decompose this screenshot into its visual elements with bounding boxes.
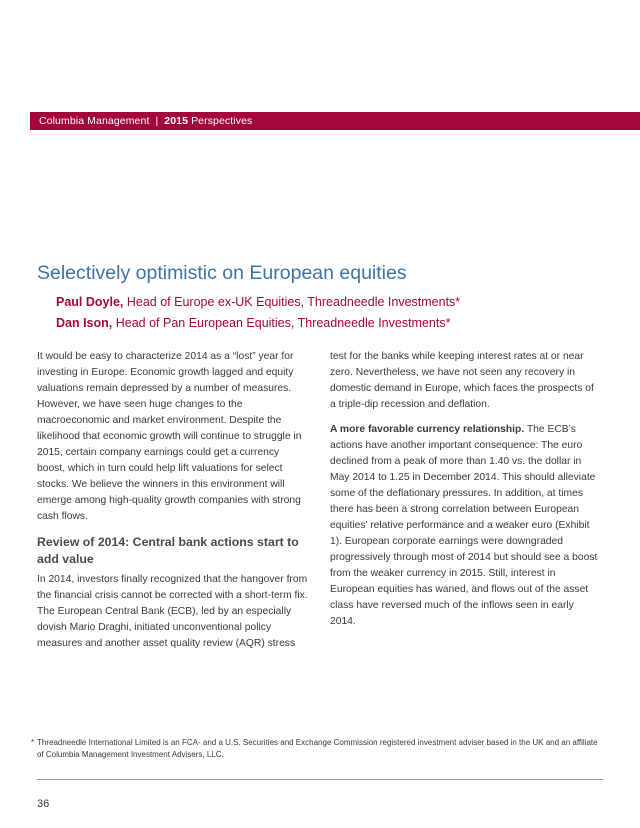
intro-paragraph: It would be easy to characterize 2014 as a “lost” year for investing in Europe. Economic growth lagged and equity valuations remain depressed by a number of measures. However, we have seen huge changes to the macroeconomic and market environment. Despite the likelihood that economic growth will continue to struggle in 2015, certain company earnings could get a currency boost, which in turn could help lift valuations for select stocks. We believe the winners in this environment will emerge among high-quality growth companies with strong cash flows. bbox=[37, 351, 302, 522]
header-banner bbox=[30, 112, 640, 130]
article-title: Selectively optimistic on European equities bbox=[37, 262, 407, 284]
header-separator: | bbox=[155, 115, 159, 127]
author-name: Dan Ison, bbox=[56, 316, 113, 330]
header-publication: Perspectives bbox=[191, 115, 253, 127]
footer-divider bbox=[37, 779, 603, 780]
left-column bbox=[37, 349, 309, 661]
paragraph-body: The ECB’s actions have another important consequence: The euro declined from a peak of more than 1.40 vs. the dollar in May 2014 to 1.25 in December 2014. This should alleviate some of the deflationary pressures. In addition, at times there has been a strong correlation between European equities’ relative performance and a weaker euro (Exhibit 1). European corporate earnings were downgraded progressively through most of 2014 but should see a boost from the weaker currency in 2015. Still, interest in European equities has waned, and flows out of the asset class have reversed much of the inflows seen in early 2014. bbox=[330, 424, 598, 627]
continued-paragraph: test for the banks while keeping interest rates at or near zero. Nevertheless, we have not seen any recovery in domestic demand in Europe, which faces the prospects of a triple-dip recession and deflation. bbox=[330, 351, 594, 410]
footnote-marker: * bbox=[31, 738, 35, 747]
paragraph-lead-in: A more favorable currency relationship. bbox=[330, 424, 525, 435]
currency-paragraph bbox=[330, 422, 602, 630]
footnote-text: Threadneedle International Limited is an FCA- and a U.S. Securities and Exchange Commission registered investment adviser based in the UK and an affiliate of Columbia Management Investment Advisers, LLC. bbox=[37, 738, 598, 759]
page-number: 36 bbox=[37, 798, 50, 810]
header-year: 2015 bbox=[164, 115, 189, 127]
author-role: Head of Pan European Equities, Threadneedle Investments* bbox=[115, 316, 451, 330]
section-subheading: Review of 2014: Central bank actions start to add value bbox=[37, 535, 299, 566]
brand-name: Columbia Management bbox=[39, 115, 150, 127]
body-paragraph: In 2014, investors finally recognized that the hangover from the financial crisis cannot be corrected with a short-term fix. The European Central Bank (ECB), led by an especially dovish Mario Draghi, initiated unconventional policy measures and another asset quality review (AQR) stress bbox=[37, 574, 308, 649]
author-role: Head of Europe ex-UK Equities, Threadneedle Investments* bbox=[126, 295, 461, 309]
author-line bbox=[56, 316, 450, 330]
footnote bbox=[31, 737, 603, 760]
author-line bbox=[56, 295, 460, 309]
right-column bbox=[330, 349, 602, 639]
author-name: Paul Doyle, bbox=[56, 295, 124, 309]
